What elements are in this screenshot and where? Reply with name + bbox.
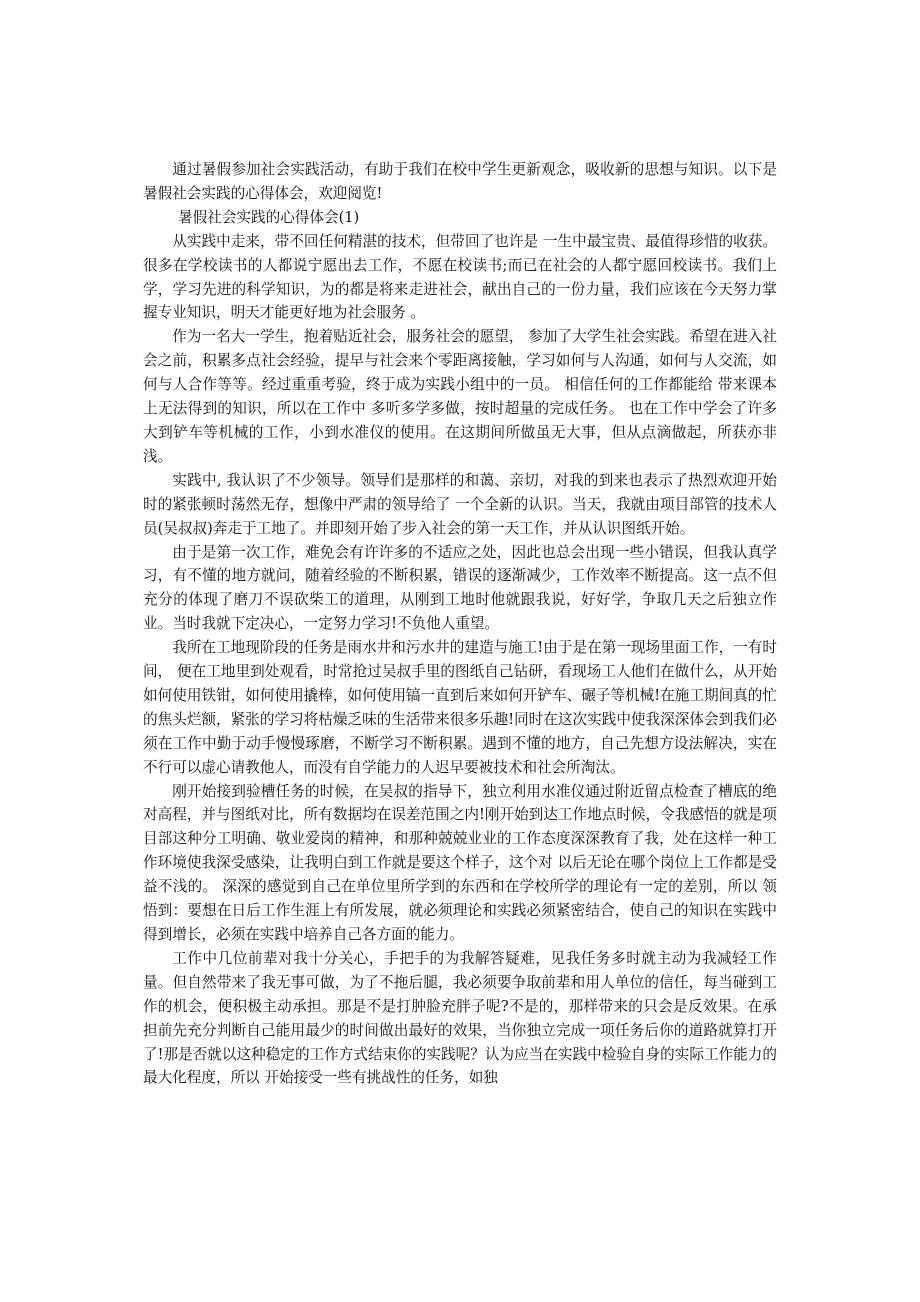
document-body [143,158,777,1090]
body-paragraph: 从实践中走来，带不回任何精湛的技术，但带回了也许是 一生中最宝贵、最值得珍惜的收获。很多在学校读书的人都说宁愿出去工作，不愿在校读书;而已在社会的人都宁愿回校读书。我们上学，学习先进的科学知识，为的都是将来走进社会，献出自己的一份力量，我们应该在今天努力掌握专业知识，明天才能更好地为社会服务 。 [143,232,777,322]
body-paragraph: 刚开始接到验槽任务的时候，在吴叔的指导下，独立利用水准仪通过附近留点检查了槽底的绝对高程，并与图纸对比，所有数据均在误差范围之内!刚开始到达工作地点时候，令我感悟的就是项目部这种分工明确、敬业爱岗的精神，和那种兢兢业业的工作态度深深教育了我，处在这样一种工作环境使我深受感染，让我明白到工作就是要这个样子，这个对 以后无论在哪个岗位上工作都是受益不浅的。 深深的感觉到自己在单位里所学到的东西和在学校所学的理论有一定的差别，所以 领悟到：要想在日后工作生涯上有所发展，就必须理论和实践必须紧密结合，使自己的知识在实践中得到增长，必须在实践中培养自己各方面的能力。 [143,782,777,943]
body-paragraph: 实践中, 我认识了不少领导。领导们是那样的和蔼、亲切，对我的到来也表示了热烈欢迎开始时的紧张顿时荡然无存，想像中严肃的领导给了 一个全新的认识。当天，我就由项目部管的技术人员(吴叔叔)奔走于工地了。并即刻开始了步入社会的第一天工作，并从认识图纸开始。 [143,471,777,537]
body-paragraph: 作为一名大一学生，抱着贴近社会，服务社会的愿望， 参加了大学生社会实践。希望在进入社会之前，积累多点社会经验，提早与社会来个零距离接触，学习如何与人沟通，如何与人交流，如何与人合作等等。经过重重考验，终于成为实践小组中的一员。 相信任何的工作都能给 带来课本上无法得到的知识，所以在工作中 多听多学多做，按时超量的完成任务。 也在工作中学会了许多大到铲车等机械的工作，小到水准仪的使用。在这期间所做虽无大事，但从点滴做起，所获亦非浅。 [143,328,777,465]
section-heading: 暑假社会实践的心得体会(1) [178,208,360,226]
body-paragraph: 我所在工地现阶段的任务是雨水井和污水井的建造与施工!由于是在第一现场里面工作，一有时间， 便在工地里到处观看，时常抢过吴叔手里的图纸自己钻研，看现场工人他们在做什么，从开始如何使用铁钳，如何使用撬棒，如何使用镐一直到后来如何开铲车、碾子等机械!在施工期间真的忙的焦头烂额，紧张的学习将枯燥乏味的生活带来很多乐趣!同时在这次实践中使我深深体会到我们必须在工作中勤于动手慢慢琢磨，不断学习不断积累。遇到不懂的地方，自己先想方设法解决，实在不行可以虚心请教他人，而没有自学能力的人迟早要被技术和社会所淘汰。 [143,639,777,776]
body-paragraph: 由于是第一次工作，难免会有许许多的不适应之处，因此也总会出现一些小错误，但我认真学习，有不懂的地方就问，随着经验的不断积累，错误的逐渐减少，工作效率不断提高。这一点不但充分的体现了磨刀不误砍柴工的道理，从刚到工地时他就跟我说，好好学，争取几天之后独立作业。当时我就下定决心，一定努力学习!不负他人重望。 [143,543,777,633]
body-paragraph: 工作中几位前辈对我十分关心，手把手的为我解答疑难，见我任务多时就主动为我减轻工作量。但自然带来了我无事可做，为了不拖后腿，我必须要争取前辈和用人单位的信任，每当碰到工作的机会，便积极主动承担。那是不是打肿脸充胖子呢?不是的，那样带来的只会是反效果。在承担前先充分判断自己能用最少的时间做出最好的效果，当你独立完成一项任务后你的道路就算打开了!那是否就以这种稳定的工作方式结束你的实践呢？认为应当在实践中检验自身的实际工作能力的最大化程度，所以 开始接受一些有挑战性的任务，如独 [143,949,777,1087]
intro-paragraph: 通过暑假参加社会实践活动，有助于我们在校中学生更新观念，吸收新的思想与知识。以下是暑假社会实践的心得体会，欢迎阅览! [143,161,777,202]
